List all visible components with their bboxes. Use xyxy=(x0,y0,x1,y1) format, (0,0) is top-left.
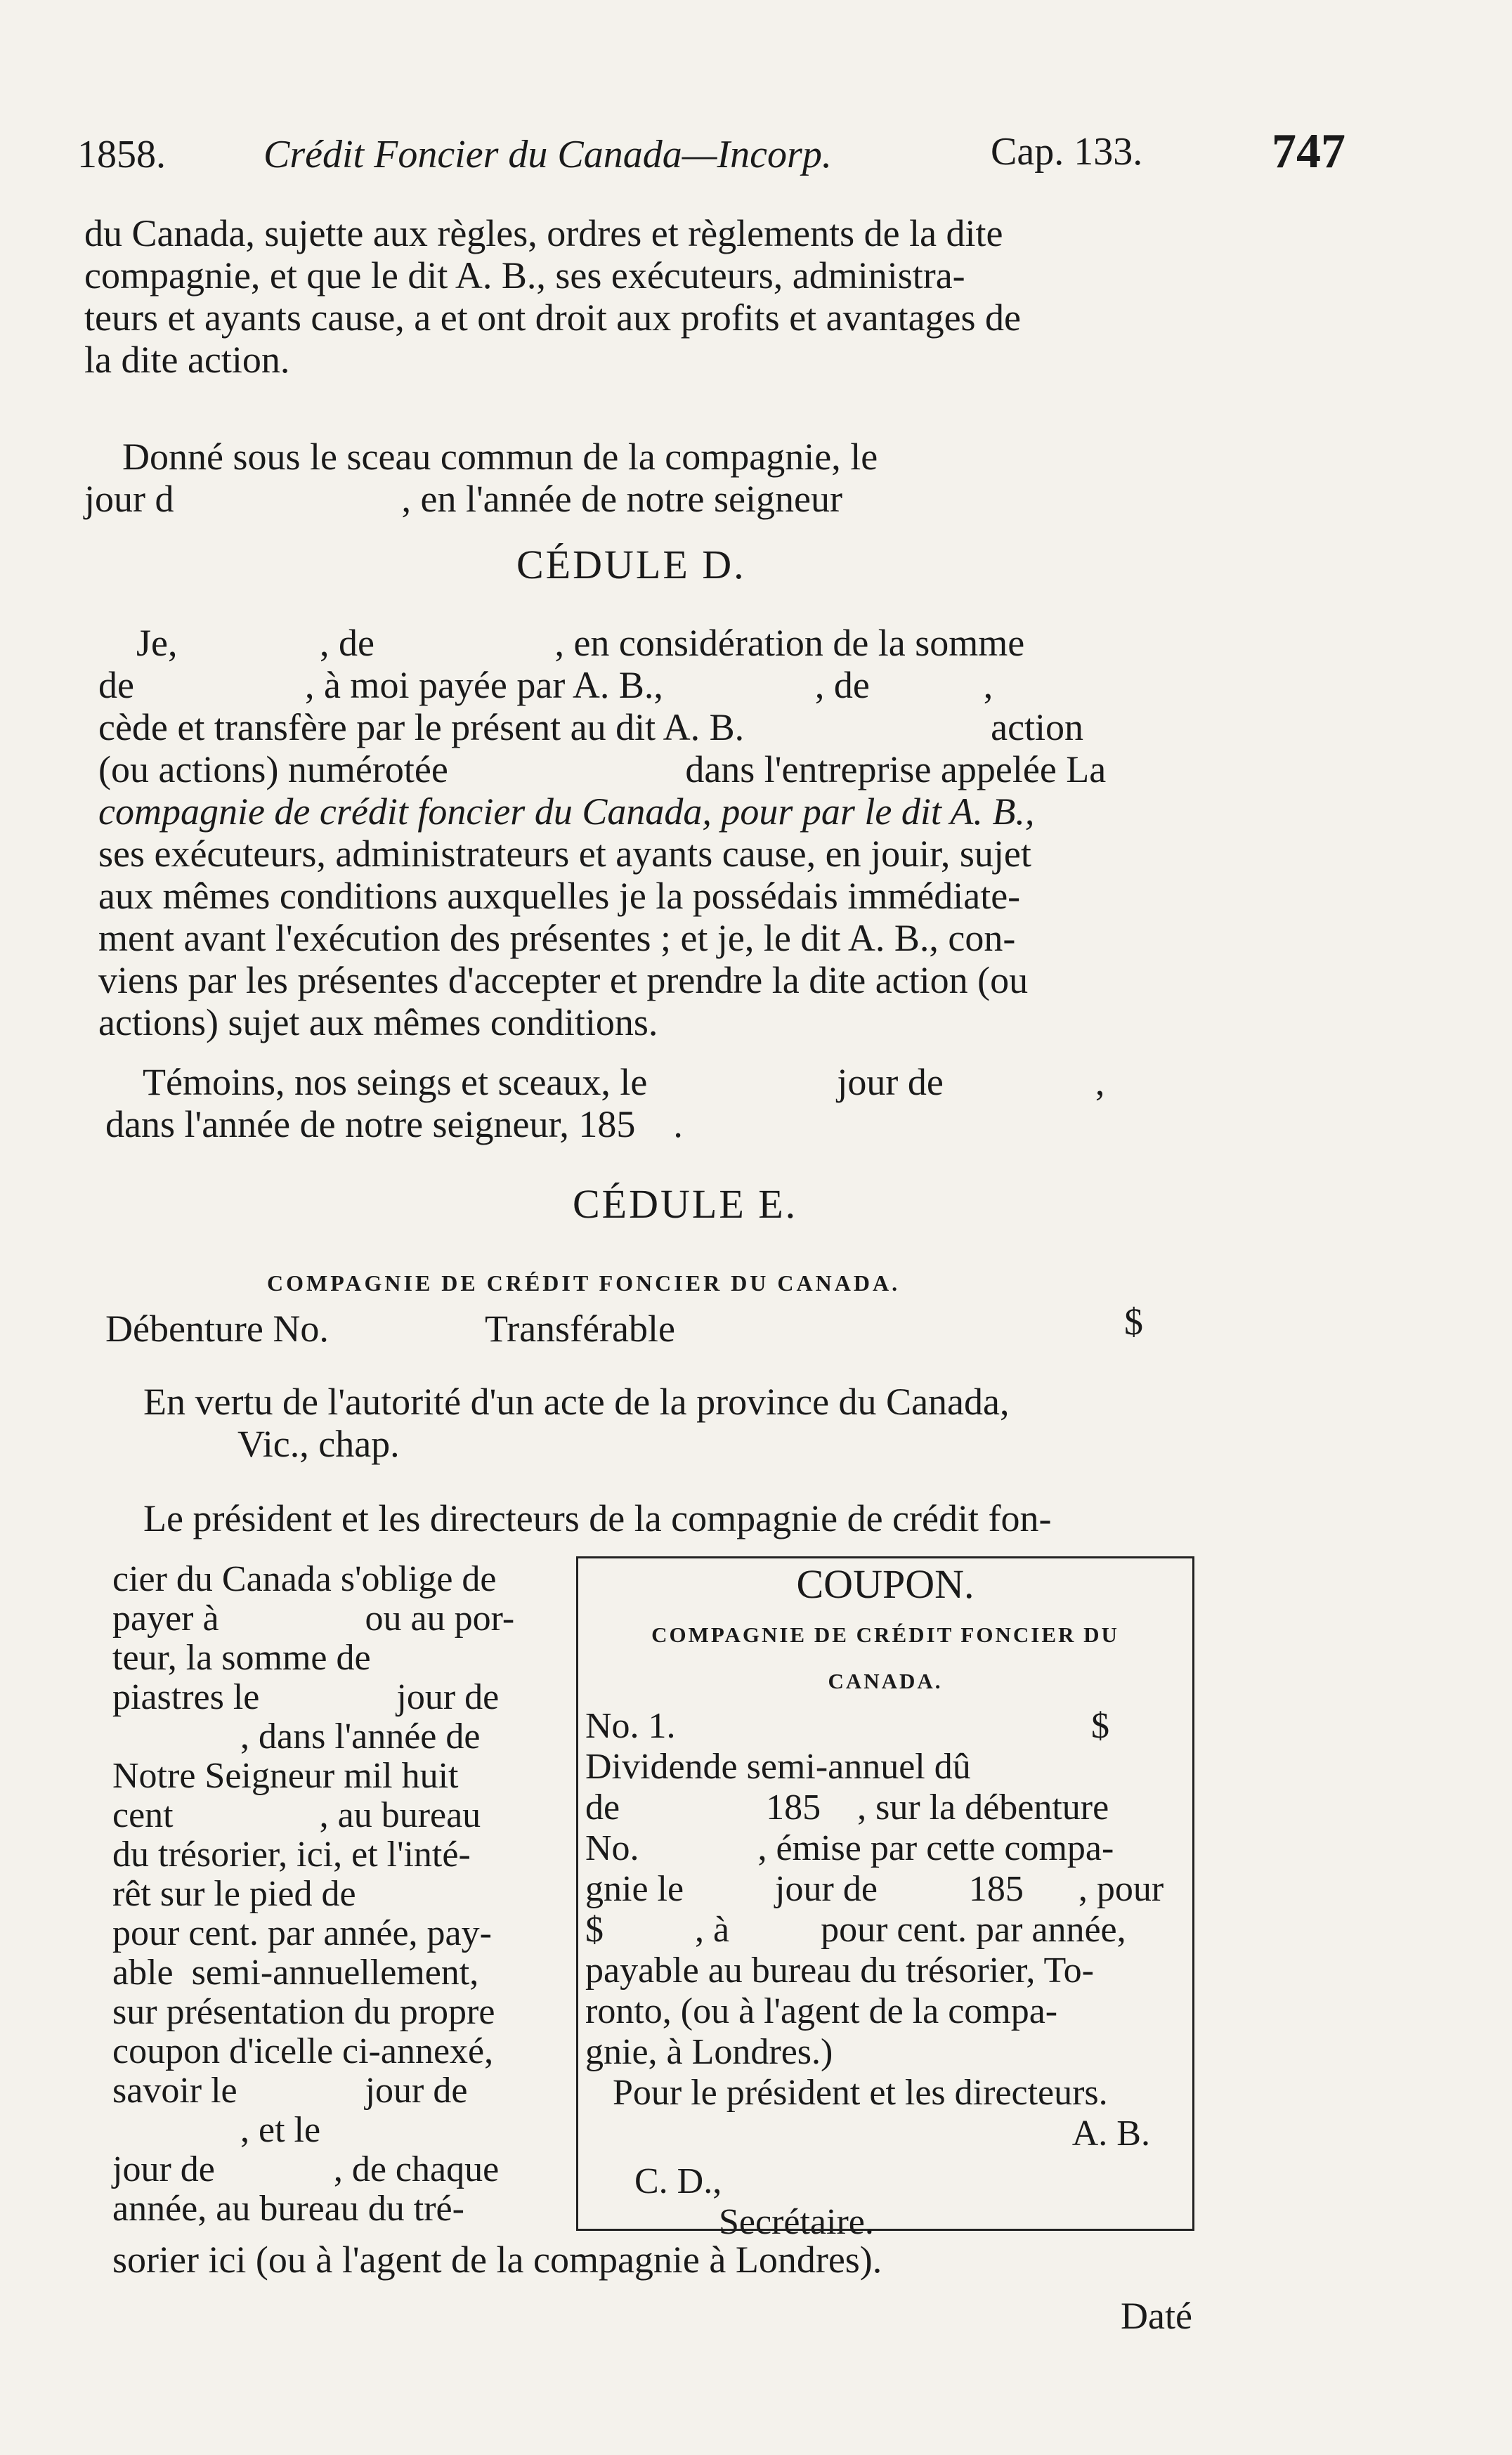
text-line: teurs et ayants cause, a et ont droit aux profits et avantages de xyxy=(84,297,1022,339)
text-line: pour cent. par année, pay- xyxy=(112,1913,492,1953)
temoins-paragraph xyxy=(105,1061,1187,1145)
text-line: , et le xyxy=(112,2110,321,2150)
text-line: Je, , de , en considération de la somme xyxy=(98,622,1025,664)
cedule-e-heading: CÉDULE E. xyxy=(573,1181,798,1227)
text-line: No. , émise par cette compa- xyxy=(585,1828,1114,1868)
text-line: En vertu de l'autorité d'un acte de la province du Canada, xyxy=(105,1381,1010,1423)
donne-paragraph xyxy=(84,436,1166,520)
president-line: Le président et les directeurs de la compagnie de crédit fon- xyxy=(105,1497,1052,1539)
text-line: Dividende semi-annuel dû xyxy=(585,1747,971,1787)
text-line: ment avant l'exécution des présentes ; et je, le dit A. B., con- xyxy=(98,917,1016,959)
text-line: payer à ou au por- xyxy=(112,1598,515,1639)
text-line: rêt sur le pied de xyxy=(112,1874,356,1914)
text-line: la dite action. xyxy=(84,339,290,381)
text-line: viens par les présentes d'accepter et prendre la dite action (ou xyxy=(98,959,1029,1001)
text-line: cent , au bureau xyxy=(112,1795,481,1835)
text-line: de 185 , sur la débenture xyxy=(585,1787,1109,1828)
text-line: Témoins, nos seings et sceaux, le jour de , xyxy=(105,1061,1105,1103)
dollar-sign: $ xyxy=(1124,1301,1143,1343)
text-line: ronto, (ou à l'agent de la compa- xyxy=(585,1991,1058,2031)
coupon-ab: A. B. xyxy=(1071,2114,1150,2154)
text-line: gnie le jour de 185 , pour xyxy=(585,1869,1164,1909)
text-line: piastres le jour de xyxy=(112,1677,500,1717)
text-line: able semi-annuellement, xyxy=(112,1953,479,1993)
text-line: du trésorier, ici, et l'inté- xyxy=(112,1835,471,1875)
cedule-d-heading: CÉDULE D. xyxy=(516,542,746,587)
header-title: Crédit Foncier du Canada—Incorp. xyxy=(263,133,832,176)
debenture-text-column xyxy=(112,1560,569,2229)
text-line: coupon d'icelle ci-annexé, xyxy=(112,2031,494,2071)
text-line: gnie, à Londres.) xyxy=(585,2032,833,2072)
coupon-cd: C. D., xyxy=(634,2161,722,2201)
coupon-company-line1: COMPAGNIE DE CRÉDIT FONCIER DU xyxy=(651,1622,1119,1647)
text-line: cède et transfère par le présent au dit A. B. action xyxy=(98,706,1084,748)
text-line: de , à moi payée par A. B., , de , xyxy=(98,664,993,706)
text-line: , dans l'année de xyxy=(112,1717,481,1757)
text-line: cier du Canada s'oblige de xyxy=(112,1559,497,1599)
text-line: aux mêmes conditions auxquelles je la possédais immédiate- xyxy=(98,875,1021,917)
vertu-paragraph xyxy=(105,1381,1187,1465)
final-line: sorier ici (ou à l'agent de la compagnie à Londres). xyxy=(112,2239,882,2281)
coupon-title: COUPON. xyxy=(796,1561,975,1607)
text-line: compagnie de crédit foncier du Canada, pour par le dit A. B., xyxy=(98,790,1035,833)
text-line: Donné sous le sceau commun de la compagnie, le xyxy=(84,436,878,478)
text-line: savoir le jour de xyxy=(112,2071,468,2111)
text-line: du Canada, sujette aux règles, ordres et règlements de la dite xyxy=(84,212,1003,254)
page-number: 747 xyxy=(1272,124,1345,178)
company-name: COMPAGNIE DE CRÉDIT FONCIER DU CANADA. xyxy=(267,1270,901,1296)
text-line: jour de , de chaque xyxy=(112,2149,500,2189)
text-line: teur, la somme de xyxy=(112,1638,371,1678)
text-line: jour d , en l'année de notre seigneur xyxy=(84,478,842,520)
running-header xyxy=(77,124,1379,188)
text-line: actions) sujet aux mêmes conditions. xyxy=(98,1001,658,1043)
text-line: ses exécuteurs, administrateurs et ayants cause, en jouir, sujet xyxy=(98,833,1031,875)
header-chapter: Cap. 133. xyxy=(991,130,1143,174)
date-label: Daté xyxy=(1121,2295,1192,2337)
text-line: (ou actions) numérotée dans l'entreprise appelée La xyxy=(98,748,1107,790)
transferable-label: Transférable xyxy=(485,1308,675,1350)
coupon-secretaire: Secrétaire. xyxy=(719,2202,874,2242)
coupon-box xyxy=(576,1556,1194,2242)
coupon-number: No. 1. xyxy=(585,1706,676,1746)
coupon-signoff: Pour le président et les directeurs. xyxy=(585,2073,1108,2113)
text-line: année, au bureau du tré- xyxy=(112,2189,464,2229)
text-line: payable au bureau du trésorier, To- xyxy=(585,1951,1094,1991)
coupon-dollar: $ xyxy=(1091,1706,1109,1746)
text-line: Vic., chap. xyxy=(105,1423,400,1465)
coupon-company-line2: CANADA. xyxy=(828,1669,943,1693)
text-line: dans l'année de notre seigneur, 185 . xyxy=(105,1103,683,1145)
text-line: $ , à pour cent. par année, xyxy=(585,1910,1126,1950)
text-line: Notre Seigneur mil huit xyxy=(112,1756,459,1796)
header-year: 1858. xyxy=(77,133,166,176)
text-line: compagnie, et que le dit A. B., ses exécuteurs, administra- xyxy=(84,254,965,297)
intro-paragraph xyxy=(84,212,1166,381)
cedule-d-body xyxy=(98,622,1180,1043)
text-line: sur présentation du propre xyxy=(112,1992,495,2032)
debenture-label: Débenture No. xyxy=(105,1308,329,1350)
